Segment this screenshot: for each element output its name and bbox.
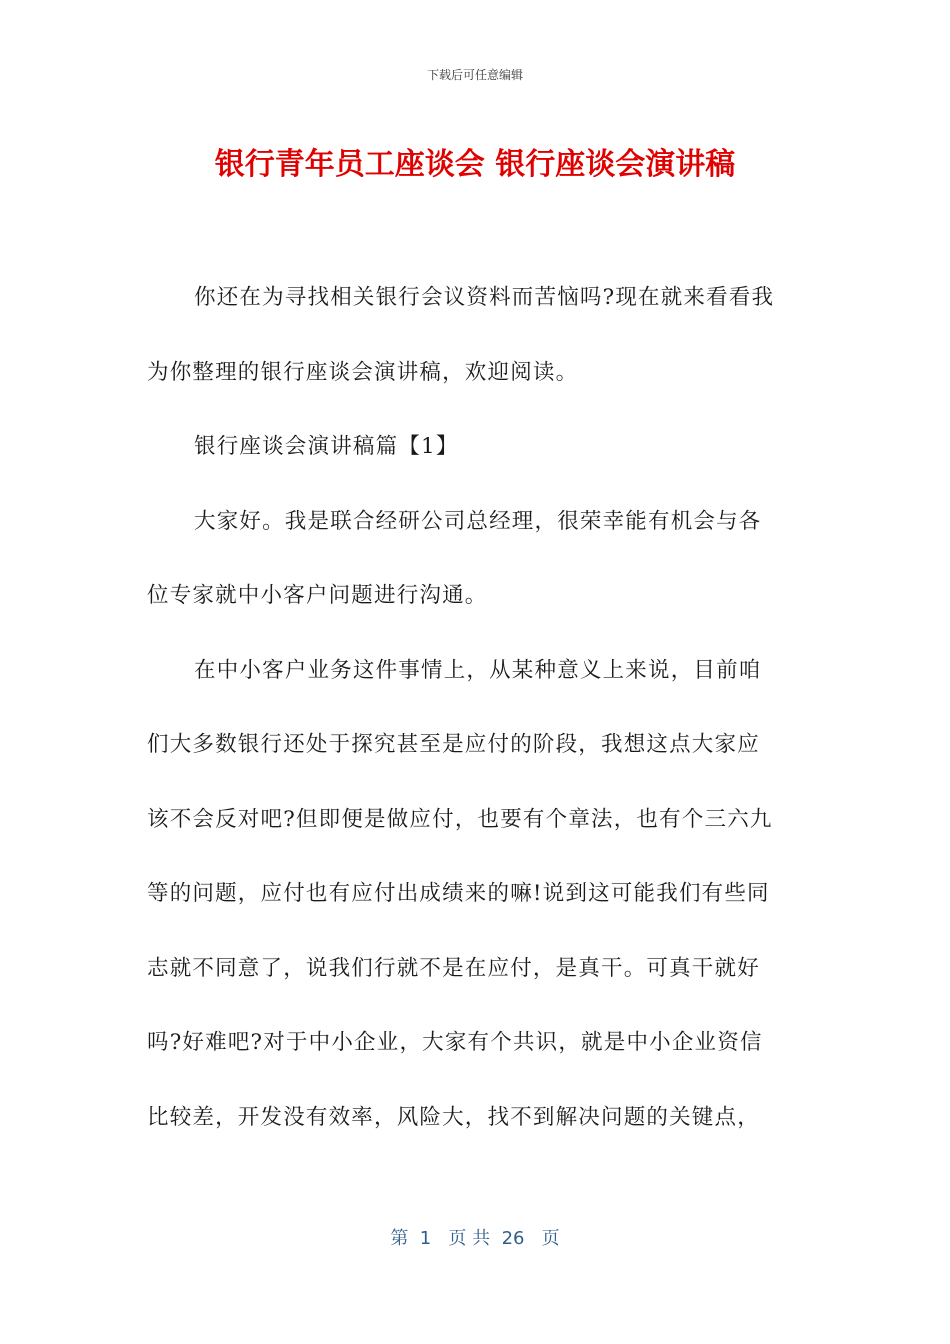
paragraph-line: 等的问题，应付也有应付出成绩来的嘛!说到这可能我们有些同 — [147, 881, 770, 906]
paragraph-line: 大家好。我是联合经研公司总经理，很荣幸能有机会与各 — [194, 508, 762, 534]
page-header-note: 下载后可任意编辑 — [426, 68, 523, 82]
document-body — [147, 261, 807, 1155]
paragraph-line: 比较差，开发没有效率，风险大，找不到解决问题的关键点， — [147, 1104, 760, 1130]
paragraph-line: 你还在为寻找相关银行会议资料而苦恼吗?现在就来看看我 — [194, 285, 775, 310]
paragraph-line: 志就不同意了，说我们行就不是在应付，是真干。可真干就好 — [147, 955, 760, 981]
paragraph-line: 为你整理的银行座谈会演讲稿，欢迎阅读。 — [147, 359, 579, 385]
paragraph-line: 在中小客户业务这件事情上，从某种意义上来说，目前咱 — [194, 657, 762, 683]
paragraph-line: 们大多数银行还处于探究甚至是应付的阶段，我想这点大家应 — [147, 732, 760, 757]
paragraph-line: 吗?好难吧?对于中小企业，大家有个共识，就是中小企业资信 — [147, 1030, 763, 1055]
section-heading: 银行座谈会演讲稿篇【1】 — [194, 434, 459, 459]
document-title: 银行青年员工座谈会 银行座谈会演讲稿 — [214, 147, 736, 182]
page-number-footer: 第 1 页 共 26 页 — [390, 1228, 560, 1249]
paragraph-line: 该不会反对吧?但即便是做应付，也要有个章法，也有个三六九 — [147, 806, 773, 832]
paragraph-line: 位专家就中小客户问题进行沟通。 — [147, 583, 488, 608]
